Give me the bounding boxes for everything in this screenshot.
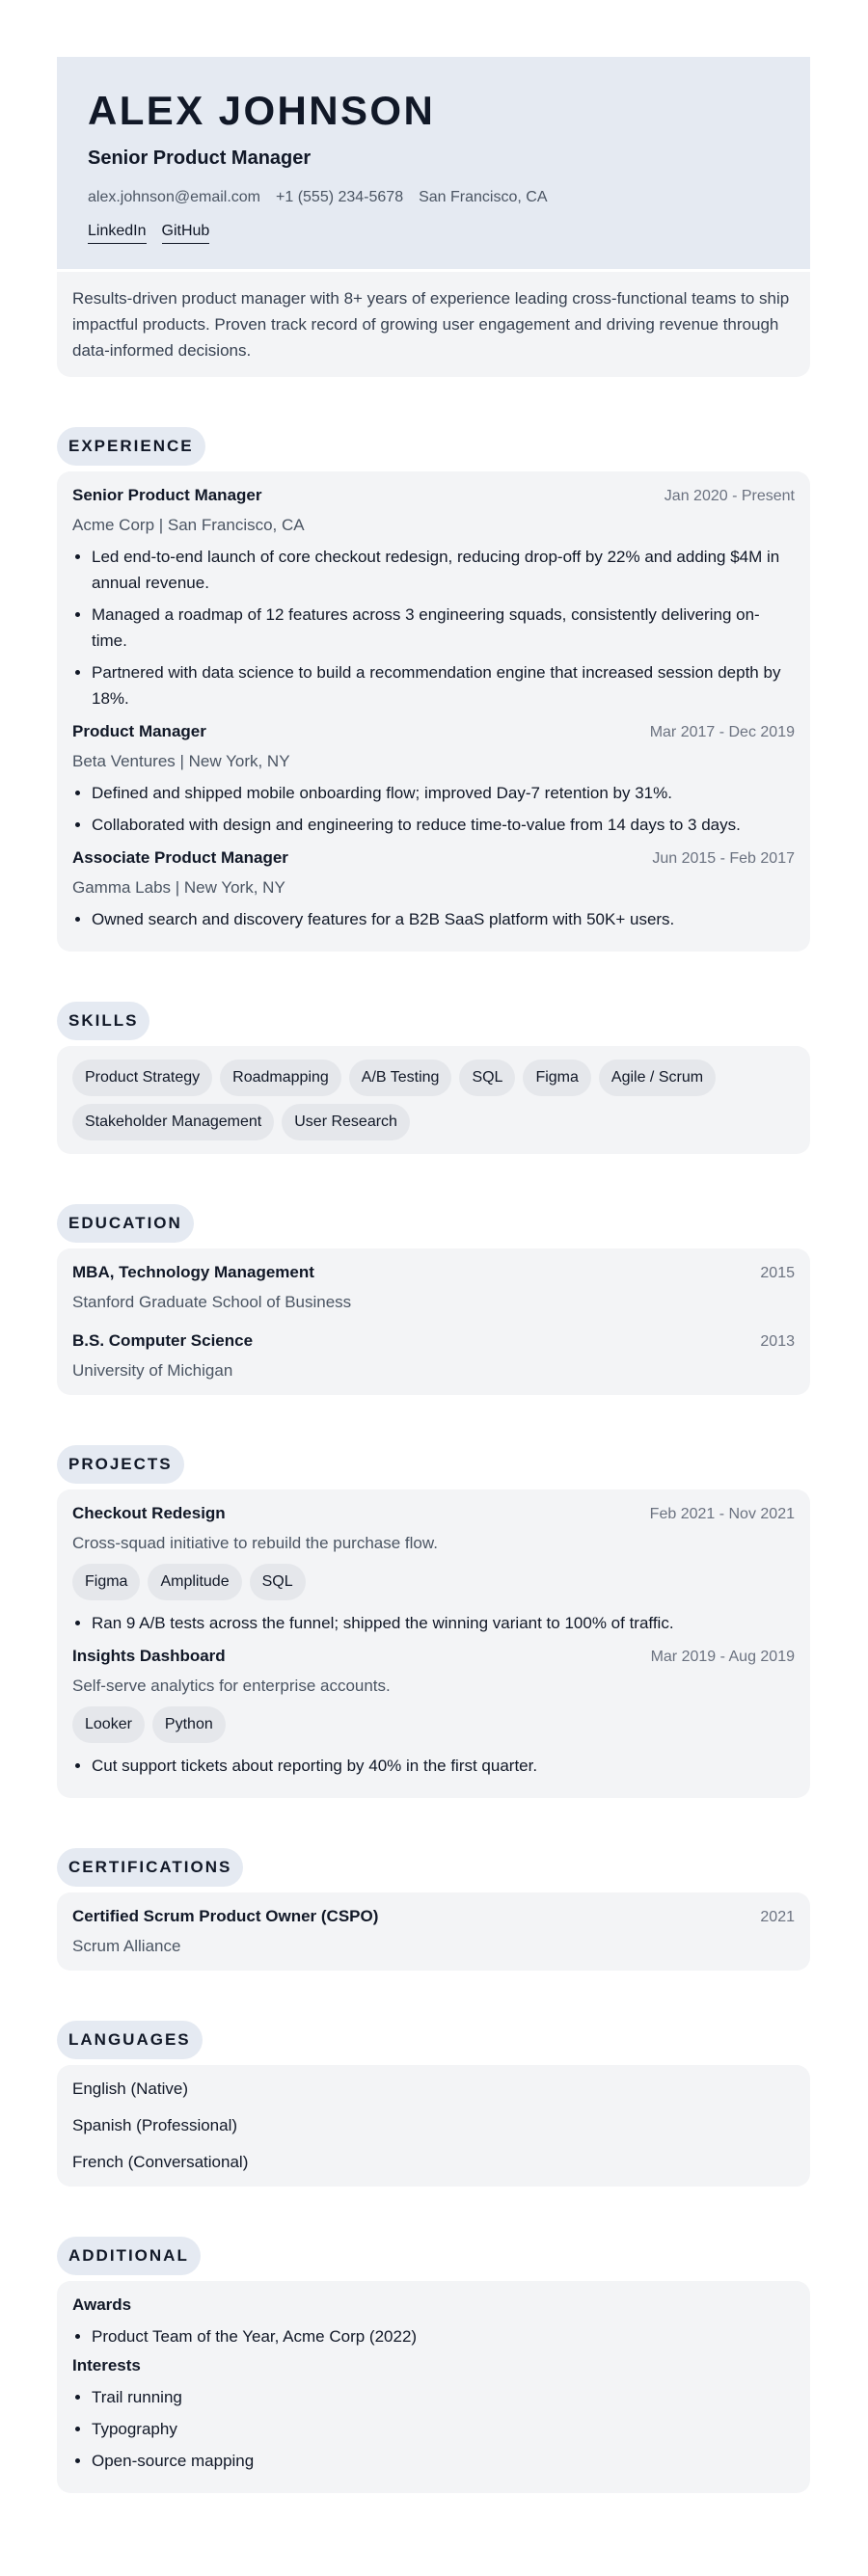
education-section xyxy=(57,1204,810,1395)
certifications-card xyxy=(57,1892,810,1971)
tag-chip: SQL xyxy=(250,1564,306,1600)
contact-line xyxy=(88,188,779,207)
education-card xyxy=(57,1248,810,1395)
project-tags xyxy=(72,1706,795,1751)
bullet-item: • Cut support tickets about reporting by 40% in the first quarter. xyxy=(92,1753,795,1779)
profile-links xyxy=(88,222,779,244)
candidate-name: ALEX JOHNSON xyxy=(88,88,436,133)
bullet-item: • Managed a roadmap of 12 features across 3 engineering squads, consistently delivering on-time. xyxy=(92,602,795,654)
project-tags xyxy=(72,1564,795,1608)
project-title: Insights Dashboard xyxy=(72,1647,226,1665)
bullet-item: • Ran 9 A/B tests across the funnel; shipped the winning variant to 100% of traffic. xyxy=(92,1610,795,1636)
experience-section xyxy=(57,427,810,952)
language-item: Spanish (Professional) xyxy=(72,2116,238,2134)
job-company: Beta Ventures | New York, NY xyxy=(72,752,290,770)
tag-chip: Figma xyxy=(72,1564,140,1600)
candidate-title: Senior Product Manager xyxy=(88,148,312,169)
interest-item: • Open-source mapping xyxy=(92,2448,795,2474)
job-title: Senior Product Manager xyxy=(72,486,262,504)
skill-chip: Roadmapping xyxy=(220,1060,341,1096)
linkedin-link[interactable]: LinkedIn xyxy=(88,222,147,244)
skill-chip: Product Strategy xyxy=(72,1060,212,1096)
job-dates: Jan 2020 - Present xyxy=(664,488,795,504)
education-entry xyxy=(72,1330,795,1382)
awards-list xyxy=(72,2323,795,2349)
project-description: Cross-squad initiative to rebuild the purchase flow. xyxy=(72,1534,438,1552)
skills-section xyxy=(57,1002,810,1154)
job-company: Gamma Labs | New York, NY xyxy=(72,878,285,897)
experience-card xyxy=(57,471,810,952)
job-company: Acme Corp | San Francisco, CA xyxy=(72,516,305,534)
job-bullets xyxy=(72,544,795,711)
project-dates: Feb 2021 - Nov 2021 xyxy=(649,1506,795,1522)
bullet-item: • Owned search and discovery features for a B2B SaaS platform with 50K+ users. xyxy=(92,906,795,932)
skill-chip: A/B Testing xyxy=(349,1060,452,1096)
section-title: EDUCATION xyxy=(57,1204,194,1243)
contact-phone: +1 (555) 234-5678 xyxy=(276,189,404,205)
section-title: SKILLS xyxy=(57,1002,149,1040)
school-name: Stanford Graduate School of Business xyxy=(72,1293,352,1311)
job-title: Associate Product Manager xyxy=(72,848,288,867)
project-bullets xyxy=(72,1753,795,1779)
language-item: English (Native) xyxy=(72,2080,188,2098)
bullet-item: • Collaborated with design and engineering to reduce time-to-value from 14 days to 3 days. xyxy=(92,812,795,838)
skill-chip: User Research xyxy=(282,1104,410,1140)
project-dates: Mar 2019 - Aug 2019 xyxy=(650,1649,795,1665)
skill-chip: Agile / Scrum xyxy=(599,1060,716,1096)
job-dates: Jun 2015 - Feb 2017 xyxy=(652,850,795,867)
certification-name: Certified Scrum Product Owner (CSPO) xyxy=(72,1907,379,1925)
language-item: French (Conversational) xyxy=(72,2153,249,2171)
project-entry xyxy=(72,1646,795,1779)
degree: MBA, Technology Management xyxy=(72,1263,314,1281)
bullet-item: • Partnered with data science to build a recommendation engine that increased session depth by 18%. xyxy=(92,659,795,711)
degree: B.S. Computer Science xyxy=(72,1331,254,1350)
graduation-year: 2013 xyxy=(760,1333,795,1350)
award-item: • Product Team of the Year, Acme Corp (2022) xyxy=(92,2323,795,2349)
education-entry xyxy=(72,1262,795,1313)
resume-header xyxy=(57,57,810,269)
section-title: PROJECTS xyxy=(57,1445,184,1484)
contact-email[interactable]: alex.johnson@email.com xyxy=(88,189,260,205)
projects-section xyxy=(57,1445,810,1798)
graduation-year: 2015 xyxy=(760,1265,795,1281)
projects-card xyxy=(57,1489,810,1798)
awards-heading: Awards xyxy=(72,2295,132,2314)
certification-year: 2021 xyxy=(760,1909,795,1925)
bullet-item: • Led end-to-end launch of core checkout redesign, reducing drop-off by 22% and adding $4M in annual revenue. xyxy=(92,544,795,596)
contact-location: San Francisco, CA xyxy=(419,189,548,205)
certification-issuer: Scrum Alliance xyxy=(72,1937,181,1955)
job-bullets xyxy=(72,906,795,932)
skills-card xyxy=(57,1046,810,1154)
experience-entry xyxy=(72,485,795,711)
interest-item: • Typography xyxy=(92,2416,795,2442)
interests-list xyxy=(72,2384,795,2474)
job-title: Product Manager xyxy=(72,722,206,740)
section-title: ADDITIONAL xyxy=(57,2237,201,2275)
languages-card xyxy=(57,2065,810,2187)
experience-entry xyxy=(72,721,795,838)
tag-chip: Python xyxy=(152,1706,226,1743)
project-bullets xyxy=(72,1610,795,1636)
additional-card xyxy=(57,2281,810,2493)
experience-entry xyxy=(72,847,795,932)
certifications-section xyxy=(57,1848,810,1971)
skill-chip: SQL xyxy=(459,1060,515,1096)
section-title: LANGUAGES xyxy=(57,2021,203,2059)
interests-heading: Interests xyxy=(72,2356,141,2375)
job-bullets xyxy=(72,780,795,838)
section-title: EXPERIENCE xyxy=(57,427,205,466)
languages-section xyxy=(57,2021,810,2187)
interest-item: • Trail running xyxy=(92,2384,795,2410)
school-name: University of Michigan xyxy=(72,1361,233,1380)
tag-chip: Amplitude xyxy=(148,1564,241,1600)
skill-chip: Figma xyxy=(523,1060,590,1096)
skill-chips xyxy=(72,1060,795,1148)
tag-chip: Looker xyxy=(72,1706,145,1743)
project-entry xyxy=(72,1503,795,1636)
summary-text: Results-driven product manager with 8+ years of experience leading cross-functional teams to ship impactful products. Proven track record of growing user engagement and driving revenue through data-informed decisions. xyxy=(57,272,810,377)
github-link[interactable]: GitHub xyxy=(162,222,210,244)
project-description: Self-serve analytics for enterprise accounts. xyxy=(72,1677,391,1695)
additional-section xyxy=(57,2237,810,2493)
job-dates: Mar 2017 - Dec 2019 xyxy=(649,724,795,740)
bullet-item: • Defined and shipped mobile onboarding flow; improved Day-7 retention by 31%. xyxy=(92,780,795,806)
project-title: Checkout Redesign xyxy=(72,1504,226,1522)
skill-chip: Stakeholder Management xyxy=(72,1104,274,1140)
section-title: CERTIFICATIONS xyxy=(57,1848,243,1887)
